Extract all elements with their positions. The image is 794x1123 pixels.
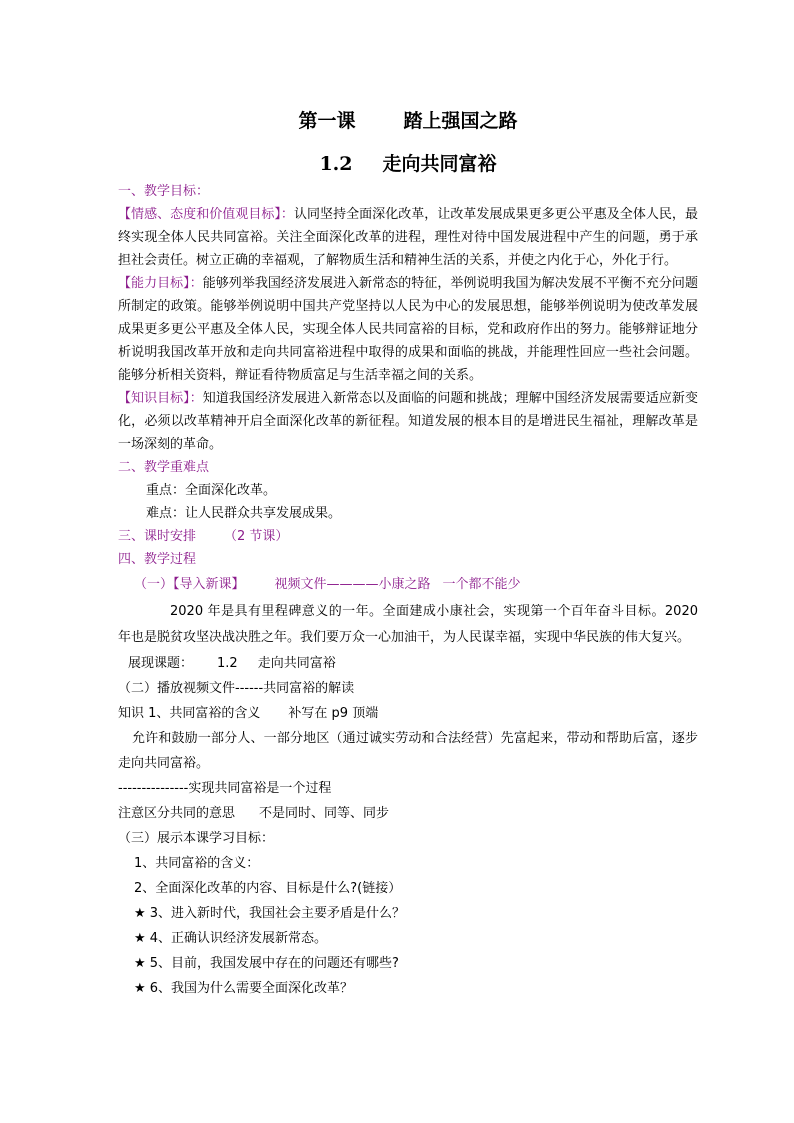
key-point-difficulty: 难点：让人民群众共享发展成果。 (146, 506, 342, 521)
show-topic-title: 走向共同富裕 (257, 656, 336, 671)
ability-goal-text: 能够列举我国经济发展进入新常态的特征，举例说明我国为解决发展不平衡不充分问题所制定的政策。能够举例说明中国共产党坚持以人民为中心的发展思想，能够举例说明为使改革发展成果更多更公平惠及全体人民，实现全体人民共同富裕的目标，党和政府作出的努力。能够辩证地分析说明我国改革开放和走向共同富裕进程中取得的成果和面临的挑战，并能理性回应一些社会问题。能够分析相关资料，辩证看待物质富足与生活幸福之间的关系。 (118, 276, 698, 383)
emotion-goal (118, 203, 698, 272)
emotion-goal-text: 认同坚持全面深化改革，让改革发展成果更多更公平惠及全体人民，最终实现全体人民共同富裕。关注全面深化改革的进程，理性对待中国发展进程中产生的问题，勇于承担社会责任。树立正确的幸福观，了解物质生活和精神生活的关系，并使之内化于心，外化于行。 (118, 207, 698, 268)
ability-goal-label: 【能力目标】： (118, 276, 203, 291)
section-name: 走向共同富裕 (382, 153, 497, 175)
note-row (118, 801, 698, 826)
intro-paragraph: 2020 年是具有里程碑意义的一年。全面建成小康社会，实现第一个百年奋斗目标。2020 年也是脱贫攻坚决战决胜之年。我们要万众一心加油干，为人民谋幸福，实现中华民族的伟大复兴。 (118, 604, 698, 645)
step3-text: （三）展示本课学习目标： (118, 831, 275, 846)
objective-item: 2、全面深化改革的内容、目标是什么?(链接） (134, 881, 402, 896)
knowledge-goal (118, 387, 698, 456)
show-topic-number: 1.2 (217, 656, 238, 671)
section-number: 1.2 (319, 153, 353, 175)
knowledge1-note: 补写在 p9 顶端 (288, 706, 379, 721)
objective-item: ★ 6、我国为什么需要全面深化改革？ (134, 981, 354, 996)
lesson-number: 第一课 (298, 110, 356, 132)
emotion-goal-label: 【情感、态度和价值观目标】： (118, 207, 294, 222)
document-body (118, 180, 698, 1001)
step1-slogan: 一个都不能少 (442, 577, 521, 592)
objectives-list (118, 851, 698, 1001)
schedule-row (118, 525, 698, 548)
step1-label: （一）【导入新课】 (134, 577, 245, 592)
knowledge1-text: 知识 1、共同富裕的含义 (118, 706, 261, 721)
section-title (118, 149, 698, 176)
step1-row (118, 571, 698, 599)
knowledge-goal-text: 知道我国经济发展进入新常态以及面临的问题和挑战；理解中国经济发展需要适应新变化，必须以改革精神开启全面深化改革的新征程。知道发展的根本目的是增进民生福祉，理解改革是一场深刻的革命。 (118, 391, 698, 452)
key-points-heading: 二、教学重难点 (118, 460, 210, 475)
note-label: 注意区分共同的意思 (118, 806, 236, 821)
lesson-name: 踏上强国之路 (403, 110, 518, 132)
schedule-value: （2 节课） (224, 529, 289, 544)
show-topic-row (118, 651, 698, 676)
note-value: 不是同时、同等、同步 (259, 806, 390, 821)
lesson-title (118, 106, 698, 133)
objective-item: 1、共同富裕的含义： (134, 856, 260, 871)
knowledge-goal-label: 【知识目标】： (118, 391, 203, 406)
step2-text: （二）播放视频文件------共同富裕的解读 (118, 681, 355, 696)
objective-item: ★ 5、目前，我国发展中存在的问题还有哪些? (134, 956, 399, 971)
process-line: ---------------实现共同富裕是一个过程 (118, 781, 332, 796)
goals-heading: 一、教学目标： (118, 184, 210, 199)
step1-video: 视频文件————小康之路 (274, 577, 431, 592)
objective-item: ★ 3、进入新时代，我国社会主要矛盾是什么？ (134, 906, 406, 921)
objective-item: ★ 4、正确认识经济发展新常态。 (134, 931, 328, 946)
process-heading: 四、教学过程 (118, 552, 197, 567)
schedule-heading: 三、课时安排 (118, 529, 197, 544)
knowledge1-row (118, 701, 698, 726)
explain-paragraph: 允许和鼓励一部分人、一部分地区（通过诚实劳动和合法经营）先富起来，带动和帮助后富，逐步走向共同富裕。 (118, 731, 698, 771)
show-topic-label: 展现课题： (128, 656, 194, 671)
ability-goal (118, 272, 698, 387)
key-point-focus: 重点：全面深化改革。 (146, 483, 277, 498)
